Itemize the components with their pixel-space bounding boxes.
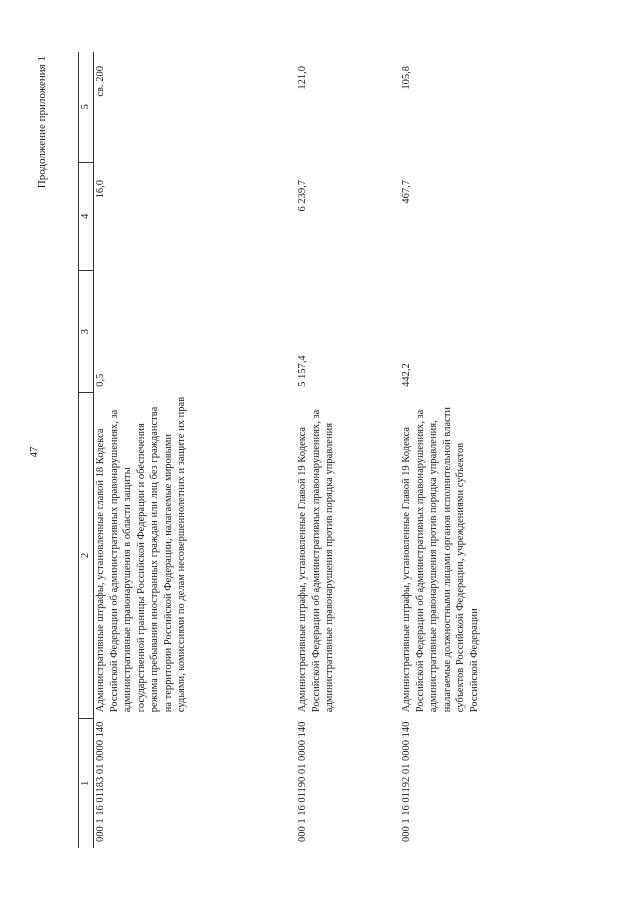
page-number: 47 bbox=[28, 446, 40, 458]
row-value-4: 16,0 bbox=[95, 180, 106, 199]
table-row bbox=[400, 52, 550, 848]
appendix-table bbox=[78, 52, 550, 848]
column-header-5: 5 bbox=[79, 52, 94, 162]
column-header-4: 4 bbox=[79, 162, 94, 271]
column-header-3: 3 bbox=[79, 271, 94, 393]
row-code: 000 1 16 01190 01 0000 140 bbox=[297, 721, 308, 842]
row-value-3: 442,2 bbox=[401, 363, 412, 387]
row-value-5: 105,8 bbox=[401, 66, 412, 90]
row-value-5: св. 200 bbox=[95, 66, 106, 97]
row-name: Административные штрафы, установленные Главой 19 Кодекса Российской Федерации об административных правонарушениях, за административные правонарушения против порядка управления, налагаемые должностными лицами органов исполнительной власти субъектов Российской Федерации, учреждениями субъектов Российской Федерации bbox=[401, 407, 480, 713]
row-code: 000 1 16 01192 01 0000 140 bbox=[401, 721, 412, 842]
row-value-4: 467,7 bbox=[401, 180, 412, 204]
rotated-content bbox=[28, 52, 600, 852]
row-code: 000 1 16 01183 01 0000 140 bbox=[95, 721, 106, 842]
column-header-2: 2 bbox=[79, 393, 94, 718]
table-row bbox=[94, 52, 297, 848]
table-header-row bbox=[79, 52, 94, 848]
row-value-4: 6 239,7 bbox=[297, 180, 308, 212]
continuation-title: Продолжение приложения 1 bbox=[36, 56, 48, 189]
row-name: Административные штрафы, установленные главой 18 Кодекса Российской Федерации об административных правонарушениях, за административные правонарушения в области защиты государственной границы Российской Федерации и обеспечения режима пребывания иностранных граждан или лиц без гражданства на территории Российской Федерации, налагаемые мировыми судьями, комиссиями по делам несовершеннолетних и защите их прав bbox=[95, 396, 187, 713]
row-value-3: 0,5 bbox=[95, 373, 106, 387]
row-name: Административные штрафы, установленные Главой 19 Кодекса Российской Федерации об административных правонарушениях, за административные правонарушения против порядка управления bbox=[297, 409, 335, 713]
table-row bbox=[296, 52, 400, 848]
row-value-5: 121,0 bbox=[297, 66, 308, 90]
row-value-3: 5 157,4 bbox=[297, 355, 308, 387]
column-header-1: 1 bbox=[79, 718, 94, 848]
